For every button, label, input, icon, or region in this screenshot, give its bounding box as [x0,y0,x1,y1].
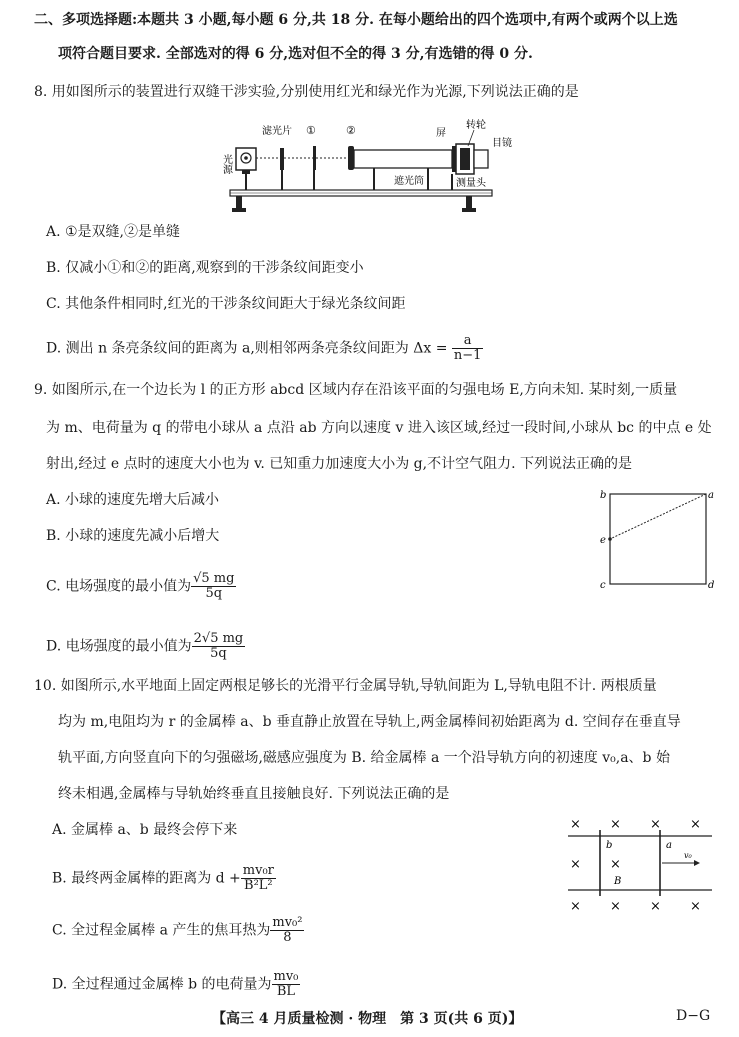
q10-option-d-fraction [272,970,301,999]
page-footer: 【高三 4 月质量检测 · 物理 第 3 页(共 6 页)】 [212,1011,523,1027]
section-title-line2: 项符合题目要求. 全部选对的得 6 分,选对但不全的得 3 分,有选错的得 0 分. [58,46,533,62]
fraction-denominator: BL [276,984,296,999]
fraction-numerator: 2√5 mg [193,631,244,646]
label-e: e [600,535,606,546]
field-cross-mark: × [650,817,661,832]
q9-option-d-fraction [192,632,246,661]
q10-rails-figure [562,812,722,916]
q10-option-d [52,970,300,999]
q8-option-b: B. 仅减小①和②的距离,观察到的干涉条纹间距变小 [46,260,364,276]
slit-one-label: ① [306,124,316,137]
fraction-denominator: n−1 [453,348,482,363]
q9-option-c-text: C. 电场强度的最小值为 [46,578,192,595]
q9-option-d-text: D. 电场强度的最小值为 [46,638,192,655]
q10-option-b-fraction [241,864,276,893]
label-c: c [600,580,606,591]
measuring-head-label: 测量头 [456,178,486,189]
field-label: B [614,876,622,887]
q8-option-c: C. 其他条件相同时,红光的干涉条纹间距大于绿光条纹间距 [46,296,406,312]
fraction-numerator: a [452,334,484,349]
wheel-label: 转轮 [466,120,486,131]
q10-option-c [52,916,304,945]
label-d: d [708,580,715,591]
bench-foot-right [466,196,472,208]
q10-option-b-text: B. 最终两金属棒的距离为 d + [52,870,241,887]
fraction-denominator: B²L² [244,878,273,893]
trajectory-line [610,494,706,539]
page-code: D−G [676,1008,711,1024]
field-cross-mark: × [610,899,621,914]
q10-stem-line1: 10. 如图所示,水平地面上固定两根足够长的光滑平行金属导轨,导轨间距为 L,导轨电阻不计. 两根质量 [34,678,657,694]
q9-square-figure [596,486,716,592]
q8-option-d-text: D. 测出 n 条亮条纹间的距离为 a,则相邻两条亮条纹间距为 Δx = [46,340,448,357]
label-b: b [600,490,607,501]
q10-stem-line3: 轨平面,方向竖直向下的匀强磁场,磁感应强度为 B. 给金属棒 a 一个沿导轨方向的初速度 v₀,a、b 始 [58,750,670,766]
q9-option-d [46,632,245,661]
q9-stem-line1: 9. 如图所示,在一个边长为 l 的正方形 abcd 区域内存在沿该平面的匀强电场 E,方向未知. 某时刻,一质量 [34,382,678,398]
screen-label: 屏 [436,128,446,139]
q8-apparatus-figure [222,114,522,218]
field-cross-mark: × [650,899,661,914]
square-abcd [610,494,706,584]
velocity-label: v₀ [684,851,692,860]
tube-label: 遮光筒 [394,176,424,187]
fraction-numerator: mv₀ [273,969,299,984]
q9-option-a: A. 小球的速度先增大后减小 [46,492,220,508]
rod-a-label: a [666,840,672,851]
q8-option-a: A. ①是双缝,②是单缝 [46,224,181,240]
field-cross-mark: × [610,857,621,872]
q10-stem-line2: 均为 m,电阻均为 r 的金属棒 a、b 垂直静止放置在导轨上,两金属棒间初始距离为 d. 空间存在垂直导 [58,714,681,730]
q9-option-c [46,572,236,601]
rod-b-label: b [606,840,613,851]
q10-option-d-text: D. 全过程通过金属棒 b 的电荷量为 [52,976,272,993]
field-cross-mark: × [570,857,581,872]
q9-option-b: B. 小球的速度先减小后增大 [46,528,220,544]
filter-label: 滤光片 [262,126,292,137]
q9-option-c-fraction [191,572,236,601]
section-title-line1: 二、多项选择题:本题共 3 小题,每小题 6 分,共 18 分. 在每小题给出的四个选项中,有两个或两个以上选 [34,12,678,28]
q10-option-c-text: C. 全过程金属棒 a 产生的焦耳热为 [52,922,271,939]
eyepiece-label: 目镜 [492,138,512,149]
point-e [608,537,612,541]
field-cross-mark: × [690,899,701,914]
fraction-numerator: √5 mg [193,571,235,586]
q9-stem-line3: 射出,经过 e 点时的速度大小也为 v. 已知重力加速度大小为 g,不计空气阻力. 下列说法正确的是 [46,456,632,472]
field-cross-mark: × [690,817,701,832]
fraction-numerator: mv₀² [272,915,303,930]
shading-tube [354,150,452,168]
bench-foot-left [236,196,242,208]
fraction-numerator: mv₀r [242,863,274,878]
q10-option-c-fraction [270,916,304,945]
field-cross-mark: × [570,817,581,832]
fraction-denominator: 5q [205,586,223,601]
light-source-label: 光源 [220,154,232,174]
label-a: a [708,490,714,501]
q9-stem-line2: 为 m、电荷量为 q 的带电小球从 a 点沿 ab 方向以速度 v 进入该区域,经过一段时间,小球从 bc 的中点 e 处 [46,420,712,436]
slit-one [313,146,316,170]
field-cross-mark: × [610,817,621,832]
q8-stem: 8. 用如图所示的装置进行双缝干涉实验,分别使用红光和绿光作为光源,下列说法正确的是 [34,84,579,100]
fraction-denominator: 5q [210,646,227,661]
q10-option-a: A. 金属棒 a、b 最终会停下来 [52,822,238,838]
field-cross-mark: × [570,899,581,914]
q8-option-d [46,334,483,363]
slit-two [348,146,354,170]
q10-stem-line4: 终未相遇,金属棒与导轨始终垂直且接触良好. 下列说法正确的是 [58,786,450,802]
fraction-denominator: 8 [283,930,292,945]
filter-element [280,148,284,170]
q8-option-d-fraction [452,334,484,363]
slit-two-label: ② [346,124,356,137]
eyepiece [474,150,488,168]
q10-option-b [52,864,276,893]
